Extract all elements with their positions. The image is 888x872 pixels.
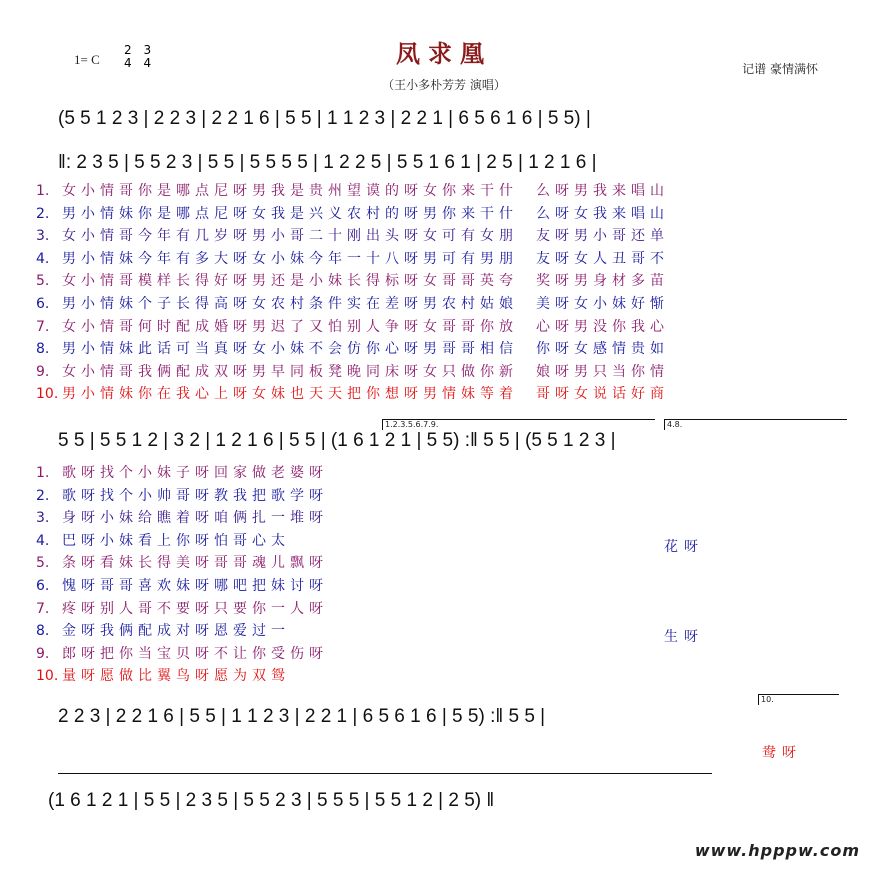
verse-row-8 (36, 338, 669, 358)
time-sig-2: 3 4 (143, 43, 152, 70)
verse-row-3 (36, 225, 669, 245)
verse-continuation-text: 歌呀找个小帅哥呀教我把歌学呀 (62, 487, 328, 504)
verse-continuation-9 (36, 643, 328, 663)
verse-number: 1. (36, 183, 50, 199)
verse-continuation-text: 巴呀小妹看上你呀怕哥心太 (62, 532, 290, 549)
verse-continuation-7 (36, 598, 328, 618)
verse-tail: 么呀男我来唱山 (536, 183, 669, 199)
volta-bracket-2: 4.8. (664, 419, 847, 430)
verse-tail: 娘呀男只当你情 (536, 363, 669, 380)
score-line-2: ‖: 2 3 5 | 5 5 2 3 | 5 5 | 5 5 5 5 | 1 2 2 5 | 5 5 1 6 1 | 2 5 | 1 2 1 6 | (58, 152, 597, 173)
time-sig-1: 2 4 (124, 43, 132, 70)
key-signature: 1= C (74, 52, 100, 67)
verse-text: 男小情妹你在我心上呀女妹也天天把你想呀男情妹等着 (62, 386, 518, 403)
verse-number: 3. (36, 228, 50, 245)
verse-continuation-text: 郎呀把你当宝贝呀不让你受伤呀 (62, 645, 328, 662)
verse-tail: 你呀女感情贵如 (536, 341, 669, 358)
verse-row-10 (36, 383, 669, 403)
verse-text: 男小情妹你是哪点尼呀女我是兴义农村的呀男你来干什 (62, 205, 518, 222)
verse-number: 7. (36, 318, 50, 335)
volta-bracket-3: 10. (758, 694, 839, 705)
verse-number: 7. (36, 600, 50, 617)
score-line-1: (5 5 1 2 3 | 2 2 3 | 2 2 1 6 | 5 5 | 1 1 2 3 | 2 2 1 | 6 5 6 1 6 | 5 5) | (58, 108, 591, 129)
verse-text: 男小情妹个子长得高呀女农村条件实在差呀男农村姑娘 (62, 296, 518, 312)
verse-tail: 心呀男没你我心 (536, 318, 669, 335)
verse-continuation-text: 疼呀别人哥不要呀只要你一人呀 (62, 600, 328, 617)
verse-tail: 哥呀女说话好商 (536, 386, 669, 403)
verse-continuation-text: 量呀愿做比翼鸟呀愿为双鸳 (62, 668, 290, 685)
site-watermark: www.hpppw.com (694, 841, 860, 860)
verse-continuation-text: 金呀我俩配成对呀恩爱过一 (62, 623, 290, 640)
verse-number: 6. (36, 296, 50, 312)
verse-continuation-text: 身呀小妹给瞧着呀咱俩扎一堆呀 (62, 510, 328, 527)
transcriber-credit: 记谱 豪情满怀 (742, 62, 818, 76)
verse-continuation-5 (36, 552, 328, 572)
score-line-3: 5 5 | 5 5 1 2 | 3 2 | 1 2 1 6 | 5 5 | (1 6 1 2 1 | 5 5) :‖ 5 5 | (5 5 1 2 3 | (58, 430, 616, 451)
verse8-tail: 生呀 (664, 629, 704, 645)
verse-number: 2. (36, 205, 50, 222)
verse-number: 2. (36, 487, 50, 504)
verse-number: 8. (36, 623, 50, 640)
verse-continuation-text: 歌呀找个小妹子呀回家做老婆呀 (62, 465, 328, 481)
verse-number: 5. (36, 273, 50, 290)
score-line-4: 2 2 3 | 2 2 1 6 | 5 5 | 1 1 2 3 | 2 2 1 | 6 5 6 1 6 | 5 5) :‖ 5 5 | (58, 706, 546, 727)
verse-row-7 (36, 316, 669, 336)
verse-text: 女小情哥何时配成婚呀男迟了又怕别人争呀女哥哥你放 (62, 318, 518, 335)
verse-number: 8. (36, 341, 50, 358)
volta-bracket-1: 1.2.3.5.6.7.9. (382, 419, 655, 430)
verse-number: 4. (36, 250, 50, 267)
verse-number: 9. (36, 363, 50, 380)
verse-continuation-2 (36, 485, 328, 505)
verse10-tail: 鸯呀 (762, 745, 802, 761)
verse-continuation-1 (36, 462, 328, 482)
verse-continuation-6 (36, 575, 328, 595)
verse-tail: 友呀女人丑哥不 (536, 250, 669, 267)
verse4-tail: 花呀 (664, 539, 704, 555)
verse-number: 10. (36, 386, 59, 403)
verse-continuation-3 (36, 507, 328, 527)
verse-text: 男小情妹今年有多大呀女小妹今年一十八呀男可有男朋 (62, 250, 518, 267)
verse-text: 女小情哥你是哪点尼呀男我是贵州望谟的呀女你来干什 (62, 183, 518, 199)
verse-tail: 友呀男小哥还单 (536, 228, 669, 245)
verse-number: 5. (36, 555, 50, 572)
verse-row-5 (36, 270, 669, 290)
verse-continuation-text: 愧呀哥哥喜欢妹呀哪吧把妹讨呀 (62, 578, 328, 594)
score-line-5: (1 6 1 2 1 | 5 5 | 2 3 5 | 5 5 2 3 | 5 5 5 | 5 5 1 2 | 2 5) ‖ (48, 790, 495, 811)
line5-top-rule (58, 773, 712, 774)
verse-continuation-10 (36, 665, 290, 685)
song-subtitle: （王小多朴芳芳 演唱） (382, 78, 506, 92)
verse-row-1 (36, 180, 669, 200)
verse-row-2 (36, 203, 669, 223)
verse-number: 6. (36, 578, 50, 594)
verse-continuation-8 (36, 620, 290, 640)
verse-number: 9. (36, 645, 50, 662)
verse-continuation-text: 条呀看妹长得美呀哥哥魂儿飘呀 (62, 555, 328, 572)
verse-text: 女小情哥今年有几岁呀男小哥二十刚出头呀女可有女朋 (62, 228, 518, 245)
verse-tail: 美呀女小妹好惭 (536, 296, 669, 312)
verse-number: 3. (36, 510, 50, 527)
verse-number: 1. (36, 465, 50, 481)
verse-number: 10. (36, 668, 59, 685)
verse-text: 男小情妹此话可当真呀女小妹不会仿你心呀男哥哥相信 (62, 341, 518, 358)
verse-row-6 (36, 293, 669, 313)
verse-tail: 奖呀男身材多苗 (536, 273, 669, 290)
verse-continuation-4 (36, 530, 290, 550)
verse-row-4 (36, 248, 669, 268)
verse-row-9 (36, 361, 669, 381)
verse-number: 4. (36, 532, 50, 549)
verse-text: 女小情哥模样长得好呀男还是小妹长得标呀女哥哥英夸 (62, 273, 518, 290)
song-title: 凤求凰 (396, 40, 492, 68)
verse-tail: 么呀女我来唱山 (536, 205, 669, 222)
verse-text: 女小情哥我俩配成双呀男早同板凳晚同床呀女只做你新 (62, 363, 518, 380)
